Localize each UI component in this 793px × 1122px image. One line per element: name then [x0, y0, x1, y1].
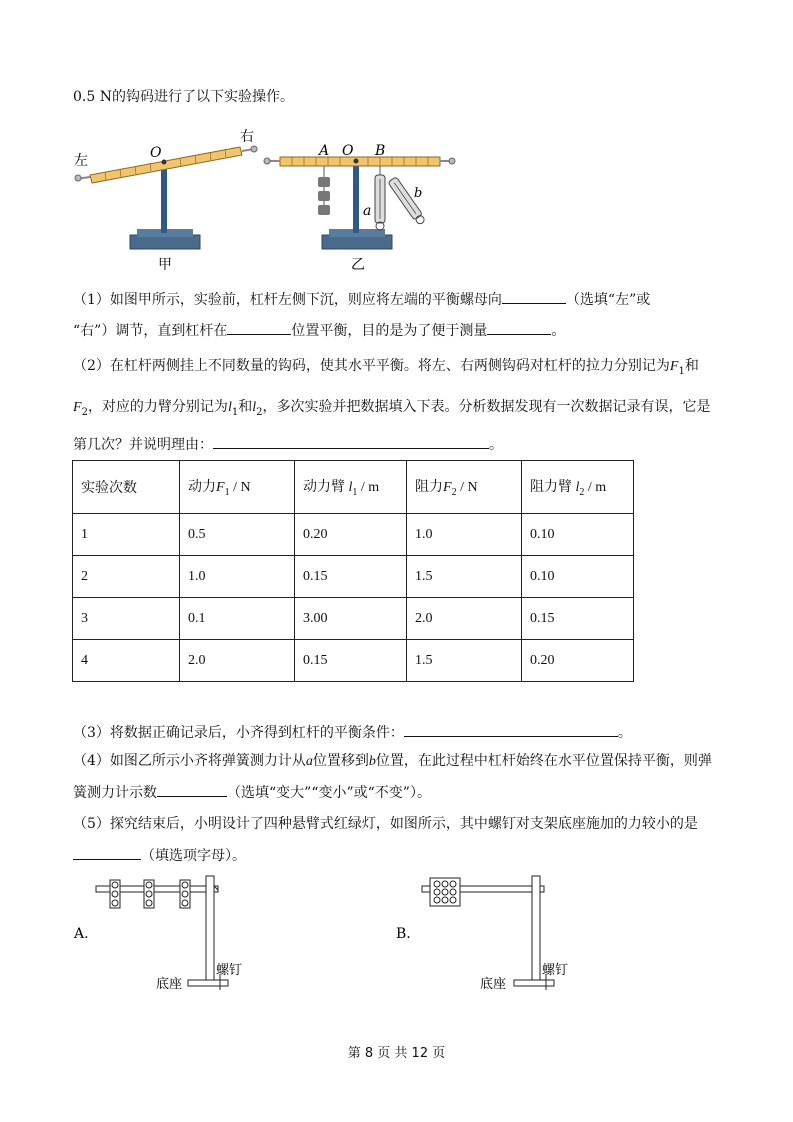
page-footer: 第 8 页 共 12 页	[347, 1046, 446, 1061]
table-cell: 3.00	[295, 598, 407, 640]
lever-figure	[70, 125, 460, 275]
pivot-label-jia: O	[150, 145, 162, 161]
table-cell: 2	[73, 556, 180, 598]
table-cell: 1.5	[407, 556, 522, 598]
table-header: 动力臂 $l_1$ / m	[295, 461, 407, 514]
table-cell: 0.15	[522, 598, 634, 640]
question-2-line-2: $F_2$，对应的力臂分别记为$l_1$和$l_2$，多次实验并把数据填入下表。分析数据发现有一次数据记录有误，它是	[73, 399, 711, 418]
table-cell: 0.5	[180, 514, 295, 556]
option-B-diagram	[396, 876, 568, 992]
label-A: A	[319, 143, 330, 159]
table-cell: 1.5	[407, 640, 522, 682]
table-cell: 0.20	[295, 514, 407, 556]
table-row	[73, 640, 634, 682]
table-cell: 4	[73, 640, 180, 682]
answer-blank[interactable]	[404, 722, 618, 737]
table-cell: 0.10	[522, 556, 634, 598]
question-5-line-2: （填选项字母）。	[73, 845, 246, 866]
table-cell: 3	[73, 598, 180, 640]
question-2-line-3: 第几次？并说明理由： 。	[73, 434, 503, 455]
option-A-diagram	[73, 876, 242, 992]
table-row	[73, 598, 634, 640]
table-row	[73, 514, 634, 556]
answer-blank[interactable]	[213, 434, 489, 449]
base-label-A: 底座	[156, 977, 183, 992]
label-a: a	[363, 203, 372, 219]
answer-blank[interactable]	[502, 289, 566, 304]
table-cell: 0.10	[522, 514, 634, 556]
question-1-line-2: “右”）调节，直到杠杆在 位置平衡，目的是为了便于测量 。	[73, 320, 565, 341]
table-cell: 0.15	[295, 640, 407, 682]
answer-blank[interactable]	[157, 782, 227, 797]
table-cell: 0.1	[180, 598, 295, 640]
answer-blank[interactable]	[487, 320, 551, 335]
data-table	[72, 460, 634, 682]
answer-blank[interactable]	[73, 845, 141, 860]
table-header: 阻力臂 $l_2$ / m	[522, 461, 634, 514]
question-5-line-1: （5）探究结束后，小明设计了四种悬臂式红绿灯，如图所示，其中螺钉对支架底座施加的力较小的是	[73, 816, 698, 832]
question-3-line: （3）将数据正确记录后，小齐得到杠杆的平衡条件： 。	[73, 722, 632, 743]
table-cell: 1	[73, 514, 180, 556]
figure-yi	[264, 143, 455, 273]
question-4-line-2: 簧测力计示数 （选填“变大”“变小”或“不变”）。	[73, 782, 431, 803]
option-A-label: A.	[74, 926, 89, 942]
caption-yi: 乙	[351, 257, 365, 273]
table-cell: 1.0	[407, 514, 522, 556]
question-1-line-1: （1）如图甲所示，实验前，杠杆左侧下沉，则应将左端的平衡螺母向 （选填“左”或	[73, 289, 650, 310]
question-2-line-1: （2）在杠杆两侧挂上不同数量的钩码，使其水平平衡。将左、右两侧钩码对杠杆的拉力分别记为$F_1$和	[73, 358, 699, 377]
option-B-label: B.	[396, 926, 411, 942]
table-cell: 0.15	[295, 556, 407, 598]
left-word: 左	[74, 153, 88, 169]
label-O: O	[342, 143, 354, 159]
intro-text: 0.5 N的钩码进行了以下实验操作。	[73, 89, 294, 105]
right-word: 右	[240, 129, 254, 145]
table-header: 阻力$F_2$ / N	[407, 461, 522, 514]
traffic-light-figure	[70, 870, 590, 1000]
label-B: B	[375, 143, 386, 159]
table-cell: 0.20	[522, 640, 634, 682]
table-row	[73, 556, 634, 598]
answer-blank[interactable]	[227, 320, 291, 335]
table-cell: 2.0	[180, 640, 295, 682]
label-b: b	[414, 186, 423, 201]
table-header: 动力$F_1$ / N	[180, 461, 295, 514]
screw-label-A: 螺钉	[216, 963, 243, 978]
table-cell: 2.0	[407, 598, 522, 640]
table-header: 实验次数	[73, 461, 180, 514]
caption-jia: 甲	[158, 257, 172, 273]
screw-label-B: 螺钉	[542, 963, 569, 978]
table-cell: 1.0	[180, 556, 295, 598]
figure-jia	[74, 129, 257, 273]
question-4-line-1: （4）如图乙所示小齐将弹簧测力计从a位置移到b位置，在此过程中杠杆始终在水平位置保持平衡，则弹	[73, 753, 712, 769]
table-header-row	[73, 461, 634, 514]
base-label-B: 底座	[480, 977, 507, 992]
